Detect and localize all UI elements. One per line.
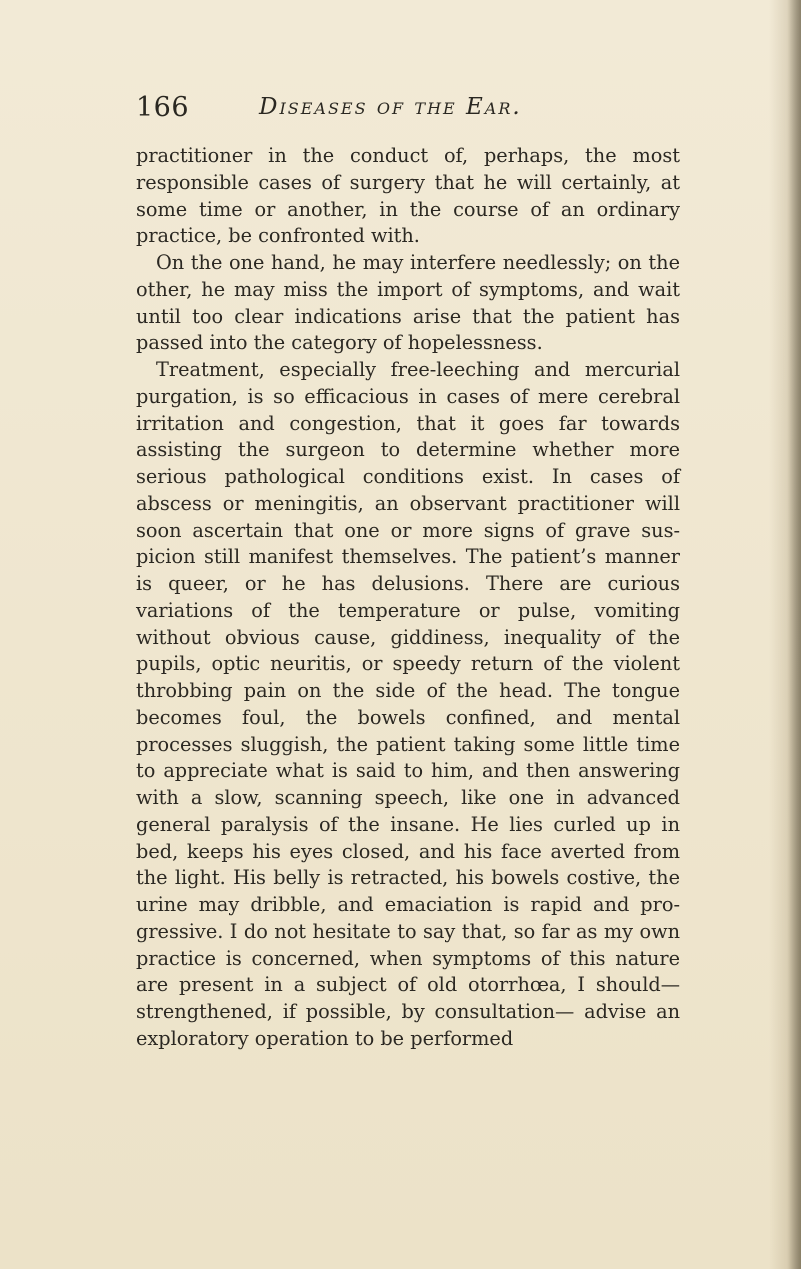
paragraph: On the one hand, he may interfere needlessly; on the other, he may miss the import of symptoms, and wait until too clear indications arise that the patient has passed into the category of hopelessness. — [136, 251, 680, 355]
running-title: Diseases of the Ear. — [259, 94, 522, 120]
page-header — [136, 92, 696, 132]
body-text — [136, 143, 680, 1053]
page-number: 166 — [136, 92, 190, 123]
paragraph: practitioner in the conduct of, perhaps, the most responsible cases of surgery that he will certainly, at some time or another, in the course of an ordinary practice, be confronted with. — [136, 144, 680, 248]
page-edge-shadow — [787, 0, 801, 1269]
paragraph: Treatment, especially free-leeching and mercurial purgation, is so efficacious in cases of mere cerebral irritation and congestion, that it goes far towards assisting the surgeon to determine whether more serious pathological conditions exist. In cases of abscess or meningitis, an observant practitioner will soon ascertain that one or more signs of grave suspicion still manifest themselves. The patient’s manner is queer, or he has delusions. There are curious variations of the temperature or pulse, vomiting without obvious cause, giddiness, inequality of the pupils, optic neuritis, or speedy return of the violent throbbing pain on the side of the head. The tongue becomes foul, the bowels confined, and mental processes sluggish, the patient taking some little time to appreciate what is said to him, and then answering with a slow, scanning speech, like one in advanced general paralysis of the insane. He lies curled up in bed, keeps his eyes closed, and his face averted from the light. His belly is retracted, his bowels costive, the urine may dribble, and emaciation is rapid and progressive. I do not hesitate to say that, so far as my own practice is concerned, when symptoms of this nature are present in a subject of old otorrhœa, I should—strengthened, if possible, by consultation— advise an exploratory operation to be performed — [136, 358, 680, 1050]
